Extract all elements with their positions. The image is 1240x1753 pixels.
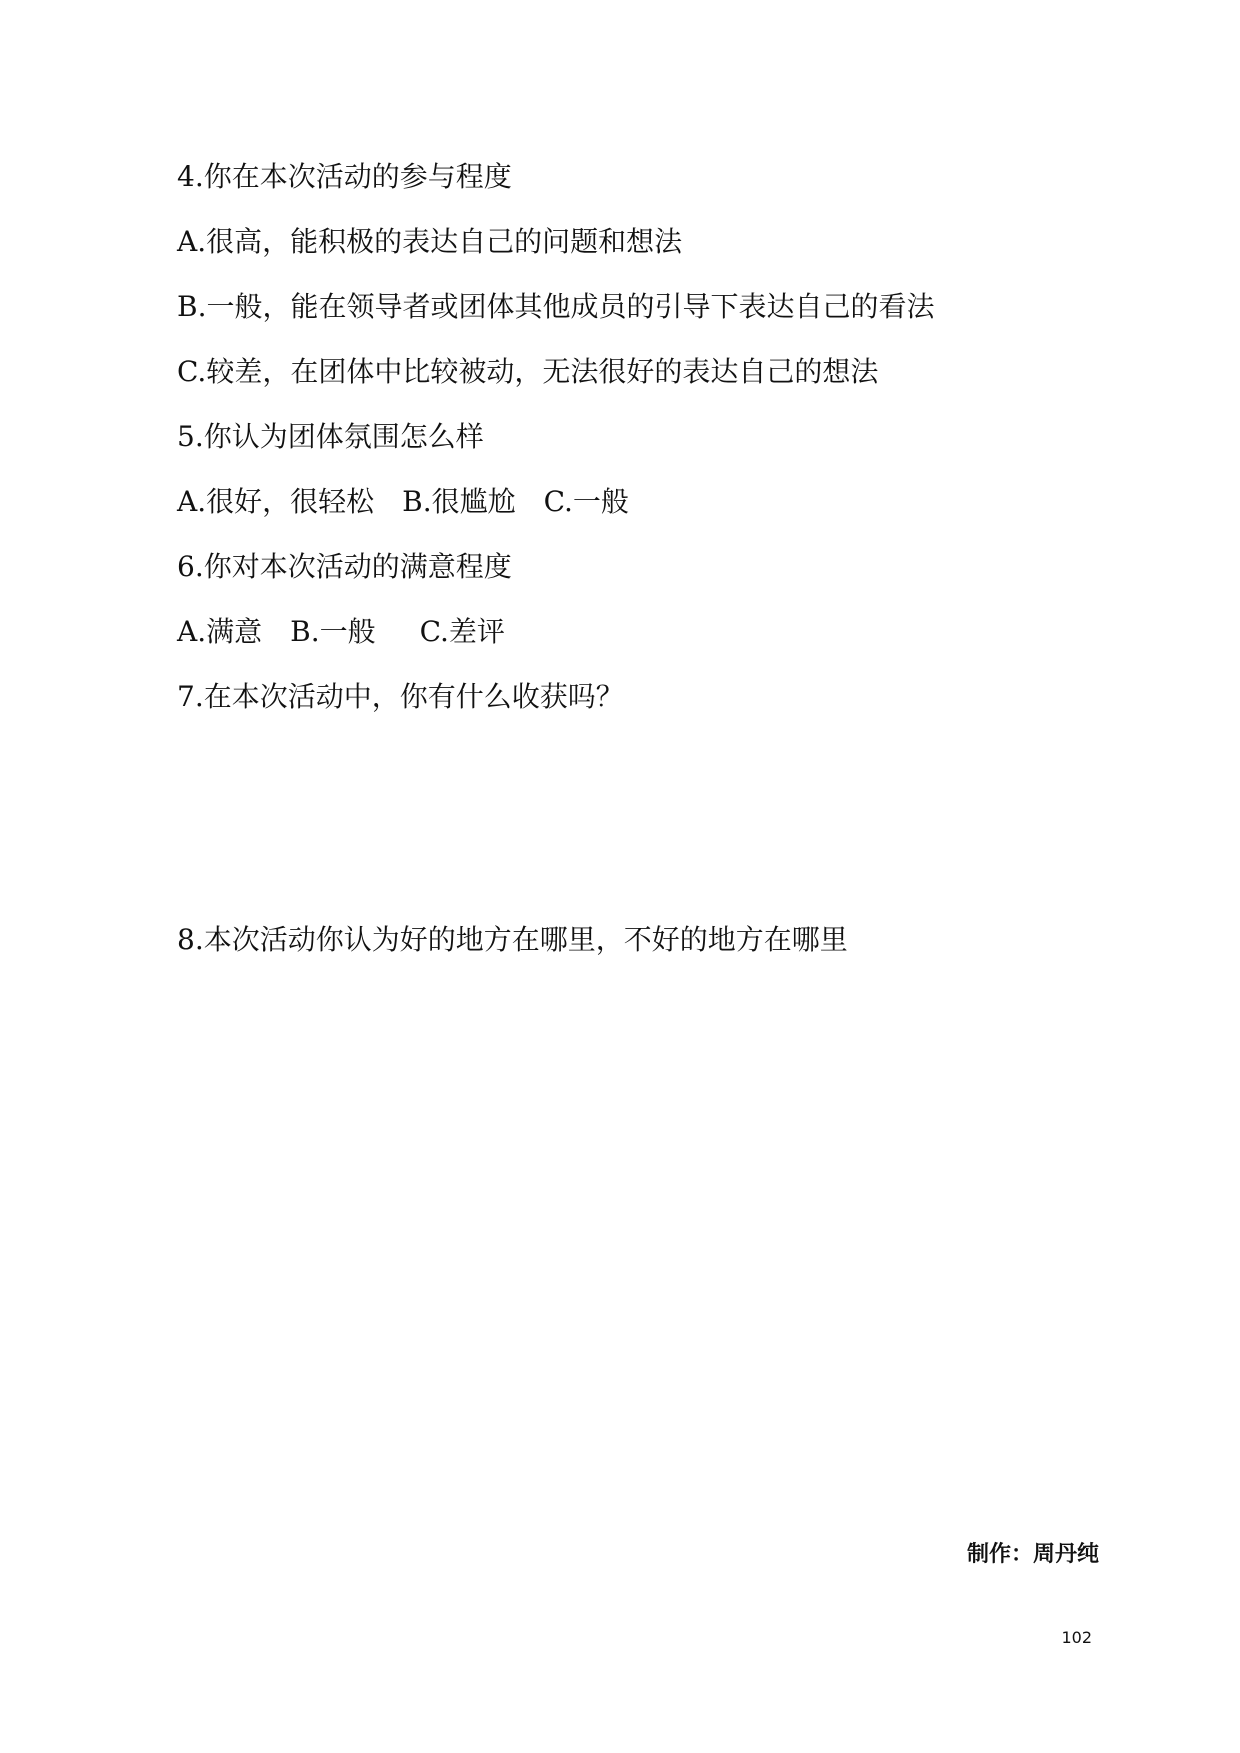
question-4-option-c: C.较差，在团体中比较被动，无法很好的表达自己的想法 bbox=[177, 355, 879, 388]
question-5-option-b: B.很尴尬 bbox=[402, 485, 516, 518]
question-5: 5.你认为团体氛围怎么样 bbox=[177, 420, 484, 453]
answer-space-7 bbox=[177, 743, 1077, 921]
question-6-option-a: A.满意 bbox=[177, 615, 263, 648]
questionnaire-body bbox=[177, 158, 1077, 986]
question-6-option-b: B.一般 bbox=[290, 615, 376, 648]
question-5-option-c: C.一般 bbox=[543, 485, 629, 518]
question-7: 7.在本次活动中，你有什么收获吗？ bbox=[177, 680, 624, 713]
question-6-option-c: C.差评 bbox=[419, 615, 505, 648]
author-credit: 制作：周丹纯 bbox=[966, 1542, 1099, 1567]
question-4-option-b: B.一般，能在领导者或团体其他成员的引导下表达自己的看法 bbox=[177, 290, 935, 323]
question-4: 4.你在本次活动的参与程度 bbox=[177, 160, 512, 193]
question-5-option-a: A.很好，很轻松 bbox=[177, 485, 375, 518]
question-5-options bbox=[177, 483, 1077, 521]
question-4-option-a: A.很高，能积极的表达自己的问题和想法 bbox=[177, 225, 683, 258]
page-number: 102 bbox=[1061, 1628, 1092, 1647]
question-6-options bbox=[177, 613, 1077, 651]
question-6: 6.你对本次活动的满意程度 bbox=[177, 550, 512, 583]
question-8: 8.本次活动你认为好的地方在哪里，不好的地方在哪里 bbox=[177, 923, 848, 956]
